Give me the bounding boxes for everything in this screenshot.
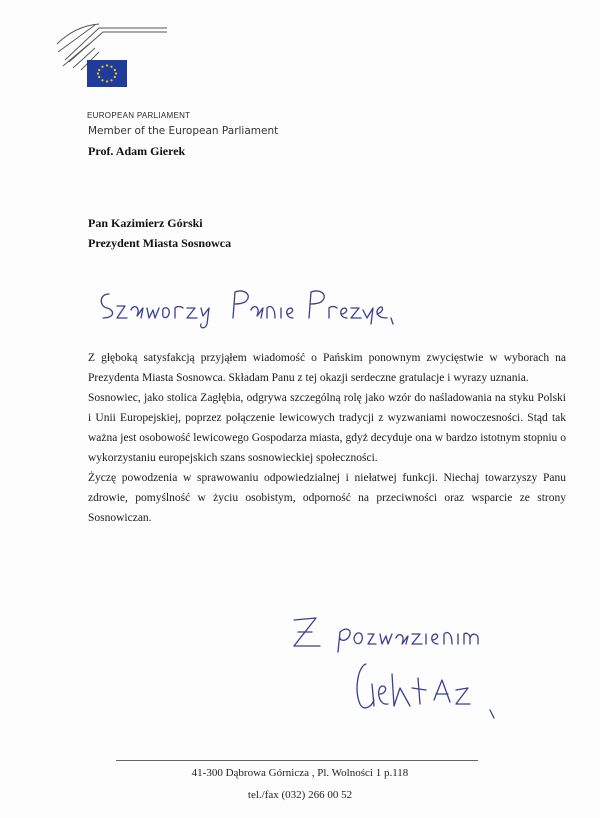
addressee-title: Prezydent Miasta Sosnowca [88,236,232,250]
handwritten-salutation [95,284,395,337]
footer-divider [116,760,478,761]
addressee-name: Pan Kazimierz Górski [88,216,203,230]
sender-name: Prof. Adam Gierek [88,144,186,158]
european-parliament-logo [55,22,205,120]
handwritten-salutation-icon [95,284,395,332]
paragraph-sosnowiec: Sosnowiec, jako stolica Zagłębia, odgrywa szczególną rolę jako wzór do naśladowania na styku Polski i Unii Europejskiej, poprzez połączenie lewicowych tradycji z wyzwaniami nowoczesności. Stąd tak ważna jest osobowość lewicowego Gospodarza miasta, gdyż decyduje ona w bardzo istotnym stopniu o wykorzystaniu europejskich szans sosnowieckiej społeczności. [88,392,566,464]
member-title: Member of the European Parliament [88,125,279,137]
footer-address: 41-300 Dąbrowa Górnicza , Pl. Wolności 1 p.118 [191,767,409,779]
parliament-emblem-icon [55,22,205,104]
letter-body [88,348,566,528]
footer-phone: tel./fax (032) 266 00 52 [247,789,353,801]
logo-wordmark: EUROPEAN PARLIAMENT [87,111,191,120]
paragraph-congratulations: Z głęboką satysfakcją przyjąłem wiadomość o Pańskim ponownym zwycięstwie w wyborach na Prezydenta Miasta Sosnowca. Składam Panu z tej okazji serdeczne gratulacje i wyrazy uznania. [88,352,566,384]
handwritten-closing [290,612,490,661]
handwritten-signature [352,660,502,729]
handwritten-closing-icon [290,612,490,656]
paragraph-wishes: Życzę powodzenia w sprawowaniu odpowiedzialnej i niełatwej funkcji. Niechaj towarzyszy Panu zdrowie, pomyślność w życiu osobistym, odporność na przeciwności oraz wsparcie ze strony Sosnowiczan. [88,472,566,524]
signature-icon [352,660,502,724]
